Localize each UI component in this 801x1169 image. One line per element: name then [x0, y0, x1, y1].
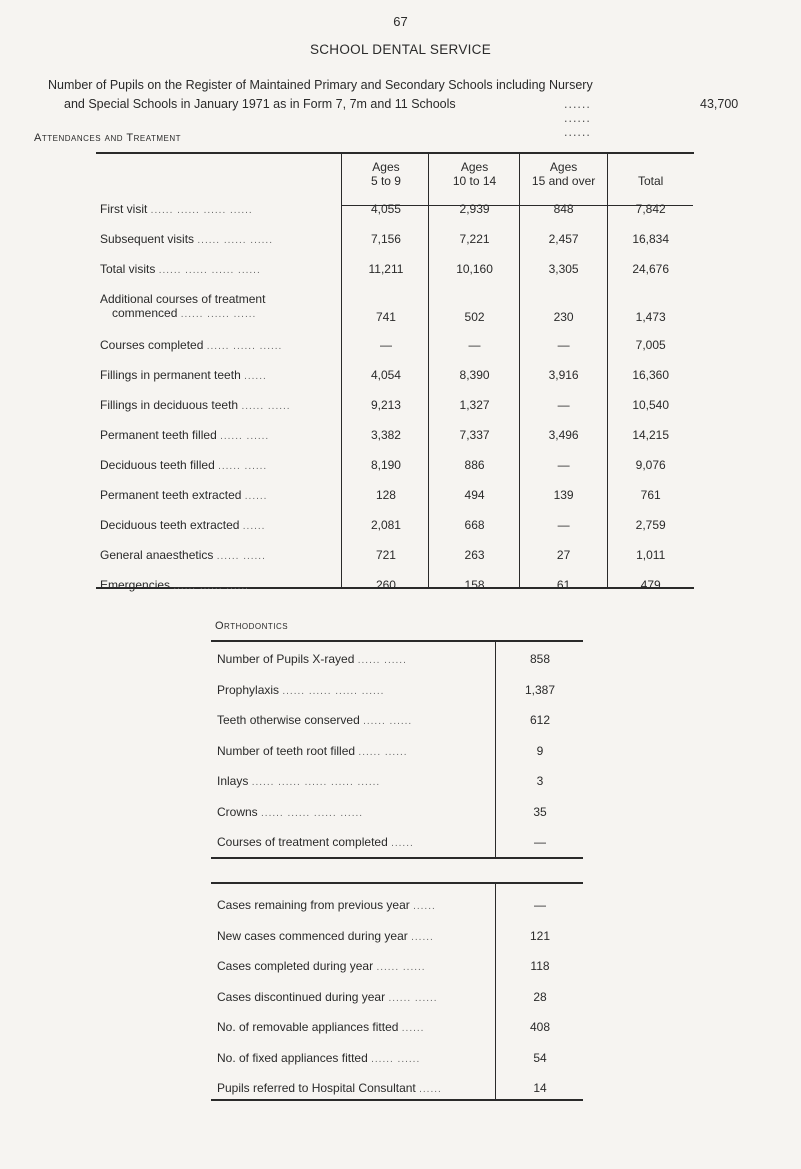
att-cell: 260	[375, 578, 396, 592]
att-col-header-l2: 15 and over	[531, 174, 596, 188]
cases-row-value: 14	[533, 1081, 547, 1095]
att-row	[96, 480, 694, 510]
att-row-leader: ...... ...... ...... ......	[150, 205, 253, 216]
att-cell: 741	[375, 310, 396, 324]
att-cell: 10,160	[456, 262, 493, 276]
ortho-row-leader: ...... ......	[358, 746, 408, 758]
att-cell: 3,305	[548, 262, 579, 276]
att-row-leader: ...... ...... ......	[173, 581, 249, 592]
att-row	[96, 510, 694, 540]
att-row-label-text: Courses completed	[100, 338, 204, 352]
att-col-header	[520, 152, 608, 194]
cases-row-label	[217, 951, 426, 984]
ortho-row-label-text: Inlays	[217, 774, 249, 788]
ortho-row-label	[217, 675, 384, 708]
att-cell: 230	[553, 310, 574, 324]
att-col-header	[429, 152, 520, 194]
att-cell: 2,457	[548, 232, 579, 246]
ortho-row-value: 3	[536, 774, 544, 788]
cases-row	[211, 921, 583, 952]
att-row-label	[96, 224, 343, 254]
cases-row	[211, 1012, 583, 1043]
cases-row-label-text: Cases discontinued during year	[217, 989, 386, 1004]
cases-row-value: 54	[533, 1050, 547, 1065]
ortho-row-label-text: Number of Pupils X-rayed	[217, 652, 355, 666]
cases-row-leader: ......	[413, 901, 436, 912]
att-cell-total: 1,011	[636, 548, 666, 562]
cases-row-label	[217, 1073, 442, 1106]
att-cell: 139	[553, 488, 574, 502]
cases-row-value: 121	[529, 928, 551, 943]
att-row-leader: ...... ......	[216, 551, 266, 562]
att-cell: 27	[556, 548, 571, 562]
cases-row-value: —	[534, 898, 546, 912]
ortho-row-label	[217, 827, 414, 860]
att-cell: 502	[464, 310, 485, 324]
att-cell: 3,916	[548, 368, 579, 382]
ortho-row-label	[217, 705, 412, 738]
cases-row-value: 408	[529, 1020, 551, 1034]
cases-row-label	[217, 1043, 420, 1076]
ortho-row-value: 9	[536, 743, 544, 758]
att-cell: 3,496	[548, 428, 579, 442]
cases-row-label-text: No. of removable appliances fitted	[217, 1020, 399, 1034]
ortho-row	[211, 644, 583, 675]
cases-list	[211, 890, 583, 1104]
ortho-row-label-text: Prophylaxis	[217, 682, 280, 697]
cases-row-label-text: Cases remaining from previous year	[217, 898, 410, 912]
att-row	[96, 420, 694, 450]
cases-row-leader: ...... ......	[371, 1053, 421, 1065]
page-title: SCHOOL DENTAL SERVICE	[309, 42, 492, 57]
att-row	[96, 330, 694, 360]
att-row-label	[96, 284, 343, 330]
cases-row-label	[217, 1012, 424, 1045]
att-cell-total: 9,076	[635, 458, 666, 472]
att-row-label	[96, 510, 343, 540]
cases-row	[211, 1073, 583, 1104]
att-row	[96, 540, 694, 570]
att-row-label	[96, 194, 343, 224]
cases-row-label	[217, 890, 436, 923]
cases-top-rule	[211, 882, 583, 884]
intro-total-pupils: 43,700	[700, 97, 739, 111]
att-row-leader: ......	[242, 521, 266, 532]
ortho-row	[211, 766, 583, 797]
att-row-label	[96, 450, 343, 480]
ortho-row-value: 612	[529, 713, 551, 727]
att-cell-total: 16,834	[632, 232, 670, 246]
att-row-leader: ...... ...... ......	[197, 235, 273, 246]
ortho-row-label	[217, 766, 380, 799]
att-cell: 886	[464, 458, 485, 472]
att-col-header-l1: Ages	[372, 160, 400, 174]
cases-row-label	[217, 982, 438, 1015]
att-row-label-text: Permanent teeth filled	[100, 428, 217, 442]
cases-row-value: 28	[533, 989, 547, 1004]
cases-row-leader: ......	[419, 1084, 442, 1095]
ortho-row-leader: ......	[391, 838, 414, 849]
ortho-row	[211, 705, 583, 736]
att-row-label-text: Fillings in deciduous teeth	[100, 398, 239, 412]
att-col-header	[343, 152, 430, 194]
att-row	[96, 450, 694, 480]
cases-row-label-text: Cases completed during year	[217, 959, 374, 973]
att-row-label-text: Total visits	[100, 262, 156, 276]
att-row-leader: ...... ...... ......	[180, 309, 257, 320]
ortho-row-leader: ...... ...... ...... ...... ......	[251, 777, 381, 788]
att-cell: 158	[464, 578, 485, 592]
cases-row	[211, 890, 583, 921]
att-cell: —	[379, 338, 392, 352]
ortho-row	[211, 675, 583, 706]
cases-row-leader: ......	[411, 931, 434, 943]
att-row-label	[96, 480, 343, 510]
att-cell: 8,190	[370, 458, 401, 472]
att-row-leader: ...... ......	[241, 401, 291, 412]
cases-row	[211, 1043, 583, 1074]
att-cell: 8,390	[459, 368, 490, 382]
cases-row-leader: ......	[401, 1023, 425, 1034]
intro-line-2	[64, 97, 591, 139]
ortho-row-leader: ...... ...... ...... ......	[261, 807, 364, 819]
att-cell: 721	[375, 548, 396, 562]
att-row-label-text: Deciduous teeth filled	[100, 458, 215, 472]
att-row	[96, 254, 694, 284]
att-row-label	[96, 570, 343, 600]
att-row-leader: ...... ...... ...... ......	[158, 265, 261, 276]
att-col-header-l1: Total	[638, 174, 664, 188]
att-cell: 9,213	[370, 398, 401, 412]
att-row-label	[96, 360, 343, 390]
att-cell-total: 7,842	[635, 202, 666, 216]
att-row	[96, 390, 694, 420]
intro-leaders: ...... ...... ......	[564, 97, 591, 139]
att-cell-total: 761	[640, 488, 661, 502]
att-cell: 128	[375, 488, 396, 502]
att-col-header-l1: Ages	[549, 160, 578, 174]
att-row	[96, 284, 694, 330]
page-number: 67	[393, 14, 408, 29]
att-cell: —	[468, 338, 481, 352]
att-row	[96, 194, 694, 224]
ortho-row-label	[217, 644, 407, 677]
ortho-row	[211, 797, 583, 828]
att-row-leader: ......	[244, 371, 267, 382]
att-cell: —	[557, 518, 570, 532]
att-col-header-l2: 10 to 14	[452, 174, 497, 188]
ortho-row-label-text: Teeth otherwise conserved	[217, 713, 360, 727]
att-cell: 61	[556, 578, 571, 592]
cases-row-label-text: New cases commenced during year	[217, 928, 408, 943]
attendances-heading: Attendances and Treatment	[34, 132, 181, 144]
att-cell-total: 2,759	[635, 518, 666, 532]
cases-row	[211, 951, 583, 982]
att-cell-total: 1,473	[635, 310, 666, 324]
att-row-leader: ......	[244, 491, 268, 502]
att-row	[96, 224, 694, 254]
att-cell-total: 479	[640, 578, 661, 592]
att-row-label	[96, 254, 343, 284]
ortho-row-value: 35	[533, 804, 547, 819]
cases-row-value: 118	[530, 959, 550, 973]
ortho-row	[211, 827, 583, 858]
att-cell: 4,055	[370, 202, 401, 216]
att-row-leader: ...... ......	[218, 461, 268, 472]
att-row-label-l1: Additional courses of treatment	[100, 292, 266, 306]
att-cell: 11,211	[368, 262, 404, 276]
att-row-label-text: Emergencies	[100, 578, 171, 592]
att-cell: 7,221	[459, 232, 490, 246]
att-header-row	[96, 152, 694, 194]
att-cell: 848	[553, 202, 574, 216]
ortho-row-leader: ...... ...... ...... ......	[282, 685, 385, 697]
intro-line-1: Number of Pupils on the Register of Maintained Primary and Secondary Schools including Nursery	[48, 78, 593, 92]
ortho-row-label	[217, 736, 408, 769]
att-header-blank	[96, 152, 343, 194]
att-row-leader: ...... ......	[220, 431, 270, 442]
ortho-row-value: —	[534, 835, 546, 849]
ortho-row-value: 1,387	[524, 682, 556, 697]
att-cell: —	[557, 458, 570, 472]
att-cell-total: 7,005	[635, 338, 666, 352]
att-row-label	[96, 390, 343, 420]
cases-row-label-text: No. of fixed appliances fitted	[217, 1050, 368, 1065]
ortho-row-label-text: Courses of treatment completed	[217, 835, 388, 849]
attendances-table	[96, 152, 694, 600]
intro-line-2-text: and Special Schools in January 1971 as in Form 7, 7m and 11 Schools	[64, 97, 456, 111]
ortho-row	[211, 736, 583, 767]
att-row-label	[96, 330, 343, 360]
att-cell: 7,156	[370, 232, 401, 246]
att-row-leader: ...... ...... ......	[206, 341, 283, 352]
att-cell-total: 16,360	[632, 368, 670, 382]
att-cell: 4,054	[370, 368, 401, 382]
att-cell: —	[557, 398, 570, 412]
att-cell: —	[557, 338, 570, 352]
att-row	[96, 570, 694, 600]
cases-row-leader: ...... ......	[388, 992, 438, 1004]
att-row-label-text: Permanent teeth extracted	[100, 488, 242, 502]
att-cell-total: 24,676	[632, 262, 670, 276]
orthodontics-heading: Orthodontics	[215, 620, 289, 632]
att-cell-total: 14,215	[632, 428, 670, 442]
att-row-label-text: Deciduous teeth extracted	[100, 518, 240, 532]
att-col-header-l1: Ages	[460, 160, 489, 174]
att-row-label-text: Fillings in permanent teeth	[100, 368, 241, 382]
att-col-header-l2: 5 to 9	[370, 174, 401, 188]
att-cell: 2,081	[370, 518, 401, 532]
att-row-label-text: Subsequent visits	[100, 232, 195, 246]
ortho-row-label-text: Crowns	[217, 804, 258, 819]
ortho-row-leader: ...... ......	[363, 716, 413, 727]
cases-row-leader: ...... ......	[376, 962, 426, 973]
att-cell: 263	[464, 548, 485, 562]
ortho-row-value: 858	[529, 652, 551, 666]
att-cell: 7,337	[459, 428, 490, 442]
ortho-row-label-text: Number of teeth root filled	[217, 743, 356, 758]
cases-row	[211, 982, 583, 1013]
ortho-top-rule	[211, 640, 583, 642]
att-cell: 668	[464, 518, 485, 532]
cases-row-label	[217, 921, 434, 954]
att-row-label-text: First visit	[100, 202, 148, 216]
att-row-label	[96, 420, 343, 450]
att-cell: 3,382	[370, 428, 401, 442]
ortho-row-label	[217, 797, 363, 830]
att-cell: 494	[464, 488, 485, 502]
att-row-label-l2: commenced	[112, 306, 178, 320]
cases-row-label-text: Pupils referred to Hospital Consultant	[217, 1081, 416, 1095]
att-row-label-text: General anaesthetics	[100, 548, 214, 562]
att-col-header-total	[607, 152, 694, 194]
att-cell: 1,327	[459, 398, 490, 412]
att-row	[96, 360, 694, 390]
orthodontics-list	[211, 644, 583, 858]
att-cell-total: 10,540	[632, 398, 670, 412]
att-cell: 2,939	[459, 202, 490, 216]
ortho-row-leader: ...... ......	[357, 655, 407, 666]
att-row-label	[96, 540, 343, 570]
